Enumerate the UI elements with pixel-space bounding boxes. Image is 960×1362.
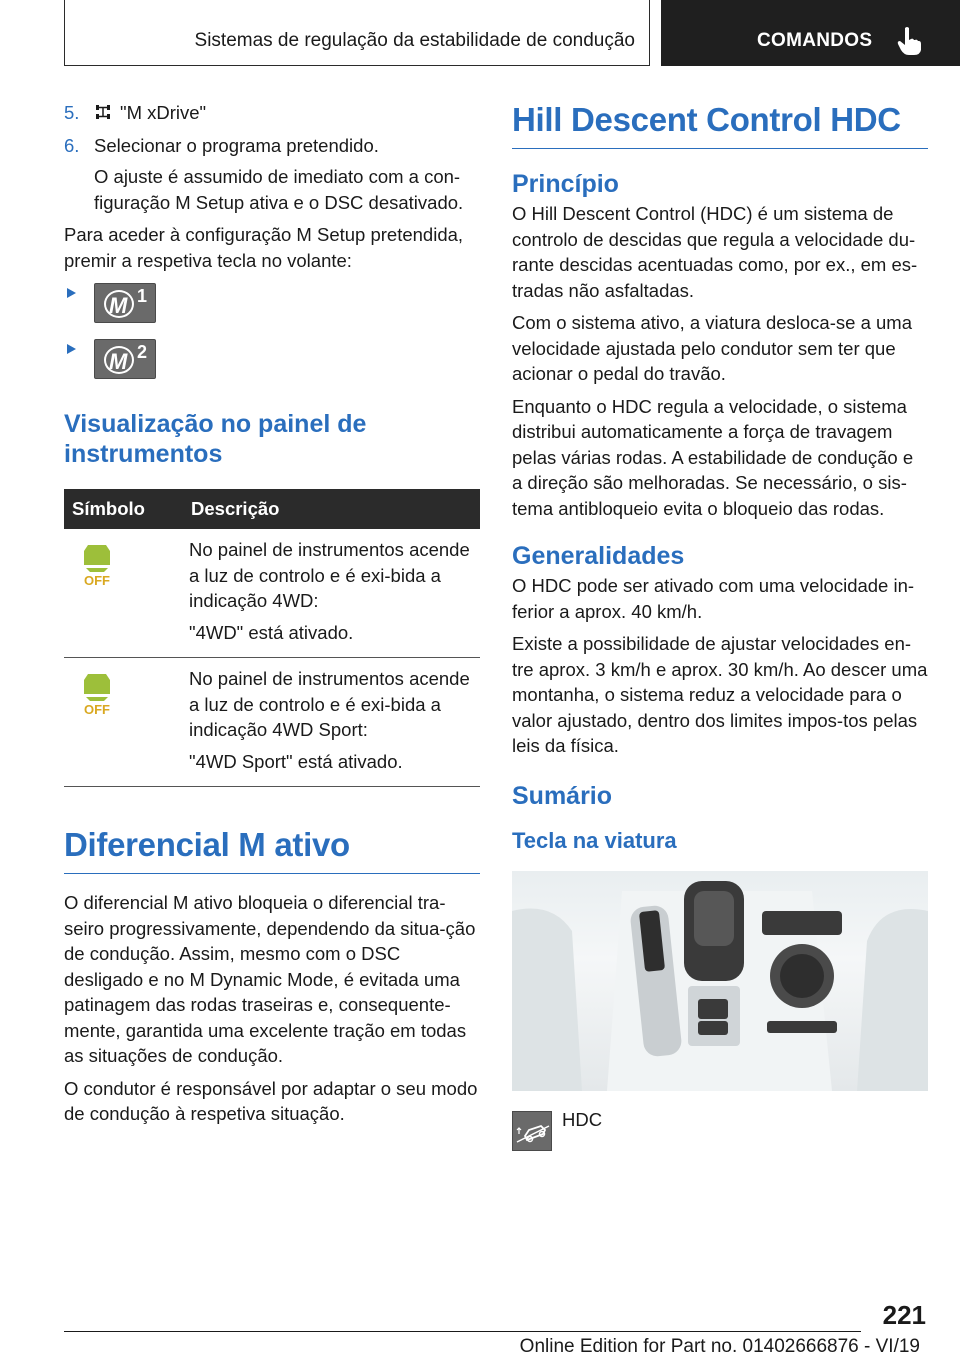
hand-pointer-icon (897, 26, 923, 56)
indicator-off-text: OFF (84, 573, 110, 587)
heading-diferencial: Diferencial M ativo (64, 825, 480, 874)
center-console-illustration (512, 871, 928, 1091)
table-row (64, 658, 480, 787)
hdc-label: HDC (562, 1108, 603, 1130)
paragraph-diferencial-2: O condutor é responsável por adaptar o seu modo de condução à respetiva situação. (64, 1077, 478, 1124)
table-cell-text: "4WD" está ativado. (189, 621, 354, 643)
m2-button-icon (94, 339, 156, 379)
heading-sumario: Sumário (512, 781, 613, 810)
chapter-title: COMANDOS (757, 30, 873, 51)
paragraph-generalidades-2: Existe a possibilidade de ajustar velocidades en-tre aprox. 3 km/h e aprox. 30 km/h. Ao descer uma montanha, o sistema reduz a velocidade para o valor ajustado, dentro dos limites impos-tos pelas leis da física. (512, 633, 928, 756)
hdc-button-icon (512, 1111, 552, 1151)
paragraph-generalidades-1: O HDC pode ser ativado com uma velocidade in-ferior a aprox. 40 km/h. (512, 575, 915, 622)
m2-label: M (109, 349, 128, 374)
m1-superscript: 1 (137, 286, 148, 306)
heading-hdc: Hill Descent Control HDC (512, 100, 928, 149)
footer-edition: Online Edition for Part no. 01402666876 - VI/19 (519, 1336, 920, 1357)
paragraph-principio-3: Enquanto o HDC regula a velocidade, o sistema distribui automaticamente a força de travagem pelas várias rodas. A estabilidade de condução e a direção são melhoradas. Se necessário, o sis-tema antibloqueio evita o bloqueio das rodas. (512, 395, 914, 519)
paragraph-diferencial-1: O diferencial M ativo bloqueia o diferencial tra-seiro progressivamente, dependendo da situa-ção de condução. Assim, mesmo com o DSC desligado e no M Dynamic Mode, é evitada uma patinagem das rodas traseiras e, consequente-mente, garantida uma excelente tração em todas as situações de condução. (64, 892, 476, 1066)
hdc-key-row (512, 1109, 928, 1153)
heading-generalidades: Generalidades (512, 542, 685, 570)
table-cell-text: "4WD Sport" está ativado. (189, 750, 403, 772)
paragraph-principio-2: Com o sistema ativo, a viatura desloca-se a uma velocidade ajustada pelo condutor sem ter que acionar o pedal do travão. (512, 312, 912, 384)
chapter-tab (661, 0, 960, 66)
step-text: Selecionar o programa pretendido. (94, 134, 379, 156)
symbol-table (64, 489, 480, 787)
heading-visualizacao: Visualização no painel de instrumentos (64, 410, 367, 468)
step-number: 6. (64, 134, 80, 156)
footer-divider (64, 1331, 861, 1332)
left-column (64, 100, 480, 1127)
bullet-triangle-icon (67, 344, 76, 354)
section-title: Sistemas de regulação da estabilidade de condução (194, 30, 635, 51)
step-number: 5. (64, 102, 80, 123)
paragraph-principio-1: O Hill Descent Control (HDC) é um sistema de controlo de descidas que regula a velocidade du-rante descidas acentuadas como, por ex., em es-tradas não asfaltadas. (512, 203, 918, 301)
table-header-symbol: Símbolo (64, 489, 189, 529)
heading-principio: Princípio (512, 170, 619, 198)
heading-tecla: Tecla na viatura (512, 827, 677, 853)
bullet-triangle-icon (67, 288, 76, 298)
right-column (512, 100, 928, 1153)
list-item-m2 (64, 339, 480, 381)
page-number: 221 (882, 1300, 926, 1330)
m1-label: M (109, 293, 128, 318)
paragraph-msetup: Para aceder à configuração M Setup pretendida, premir a respetiva tecla no volante: (64, 224, 464, 271)
hdc-off-sport-indicator-icon (80, 672, 114, 716)
hdc-off-green-indicator-icon (80, 543, 114, 587)
m1-button-icon (94, 283, 156, 323)
list-item-m1 (64, 283, 480, 325)
page-header (0, 0, 960, 66)
table-header-description: Descrição (189, 489, 480, 529)
m2-superscript: 2 (137, 342, 148, 362)
step-6-continuation: O ajuste é assumido de imediato com a con-figuração M Setup ativa e o DSC desativado. (94, 166, 464, 213)
step-text: "M xDrive" (120, 102, 207, 123)
table-row (64, 529, 480, 658)
center-console-photo (512, 871, 928, 1091)
xdrive-icon (94, 103, 112, 121)
indicator-off-text: OFF (84, 702, 110, 716)
table-cell-text: No painel de instrumentos acende a luz de controlo e é exi-bida a indicação 4WD Sport: (189, 668, 470, 740)
step-6 (64, 133, 480, 159)
step-5 (64, 100, 480, 126)
section-title-box (64, 0, 650, 66)
table-cell-text: No painel de instrumentos acende a luz de controlo e é exi-bida a indicação 4WD: (189, 539, 470, 611)
